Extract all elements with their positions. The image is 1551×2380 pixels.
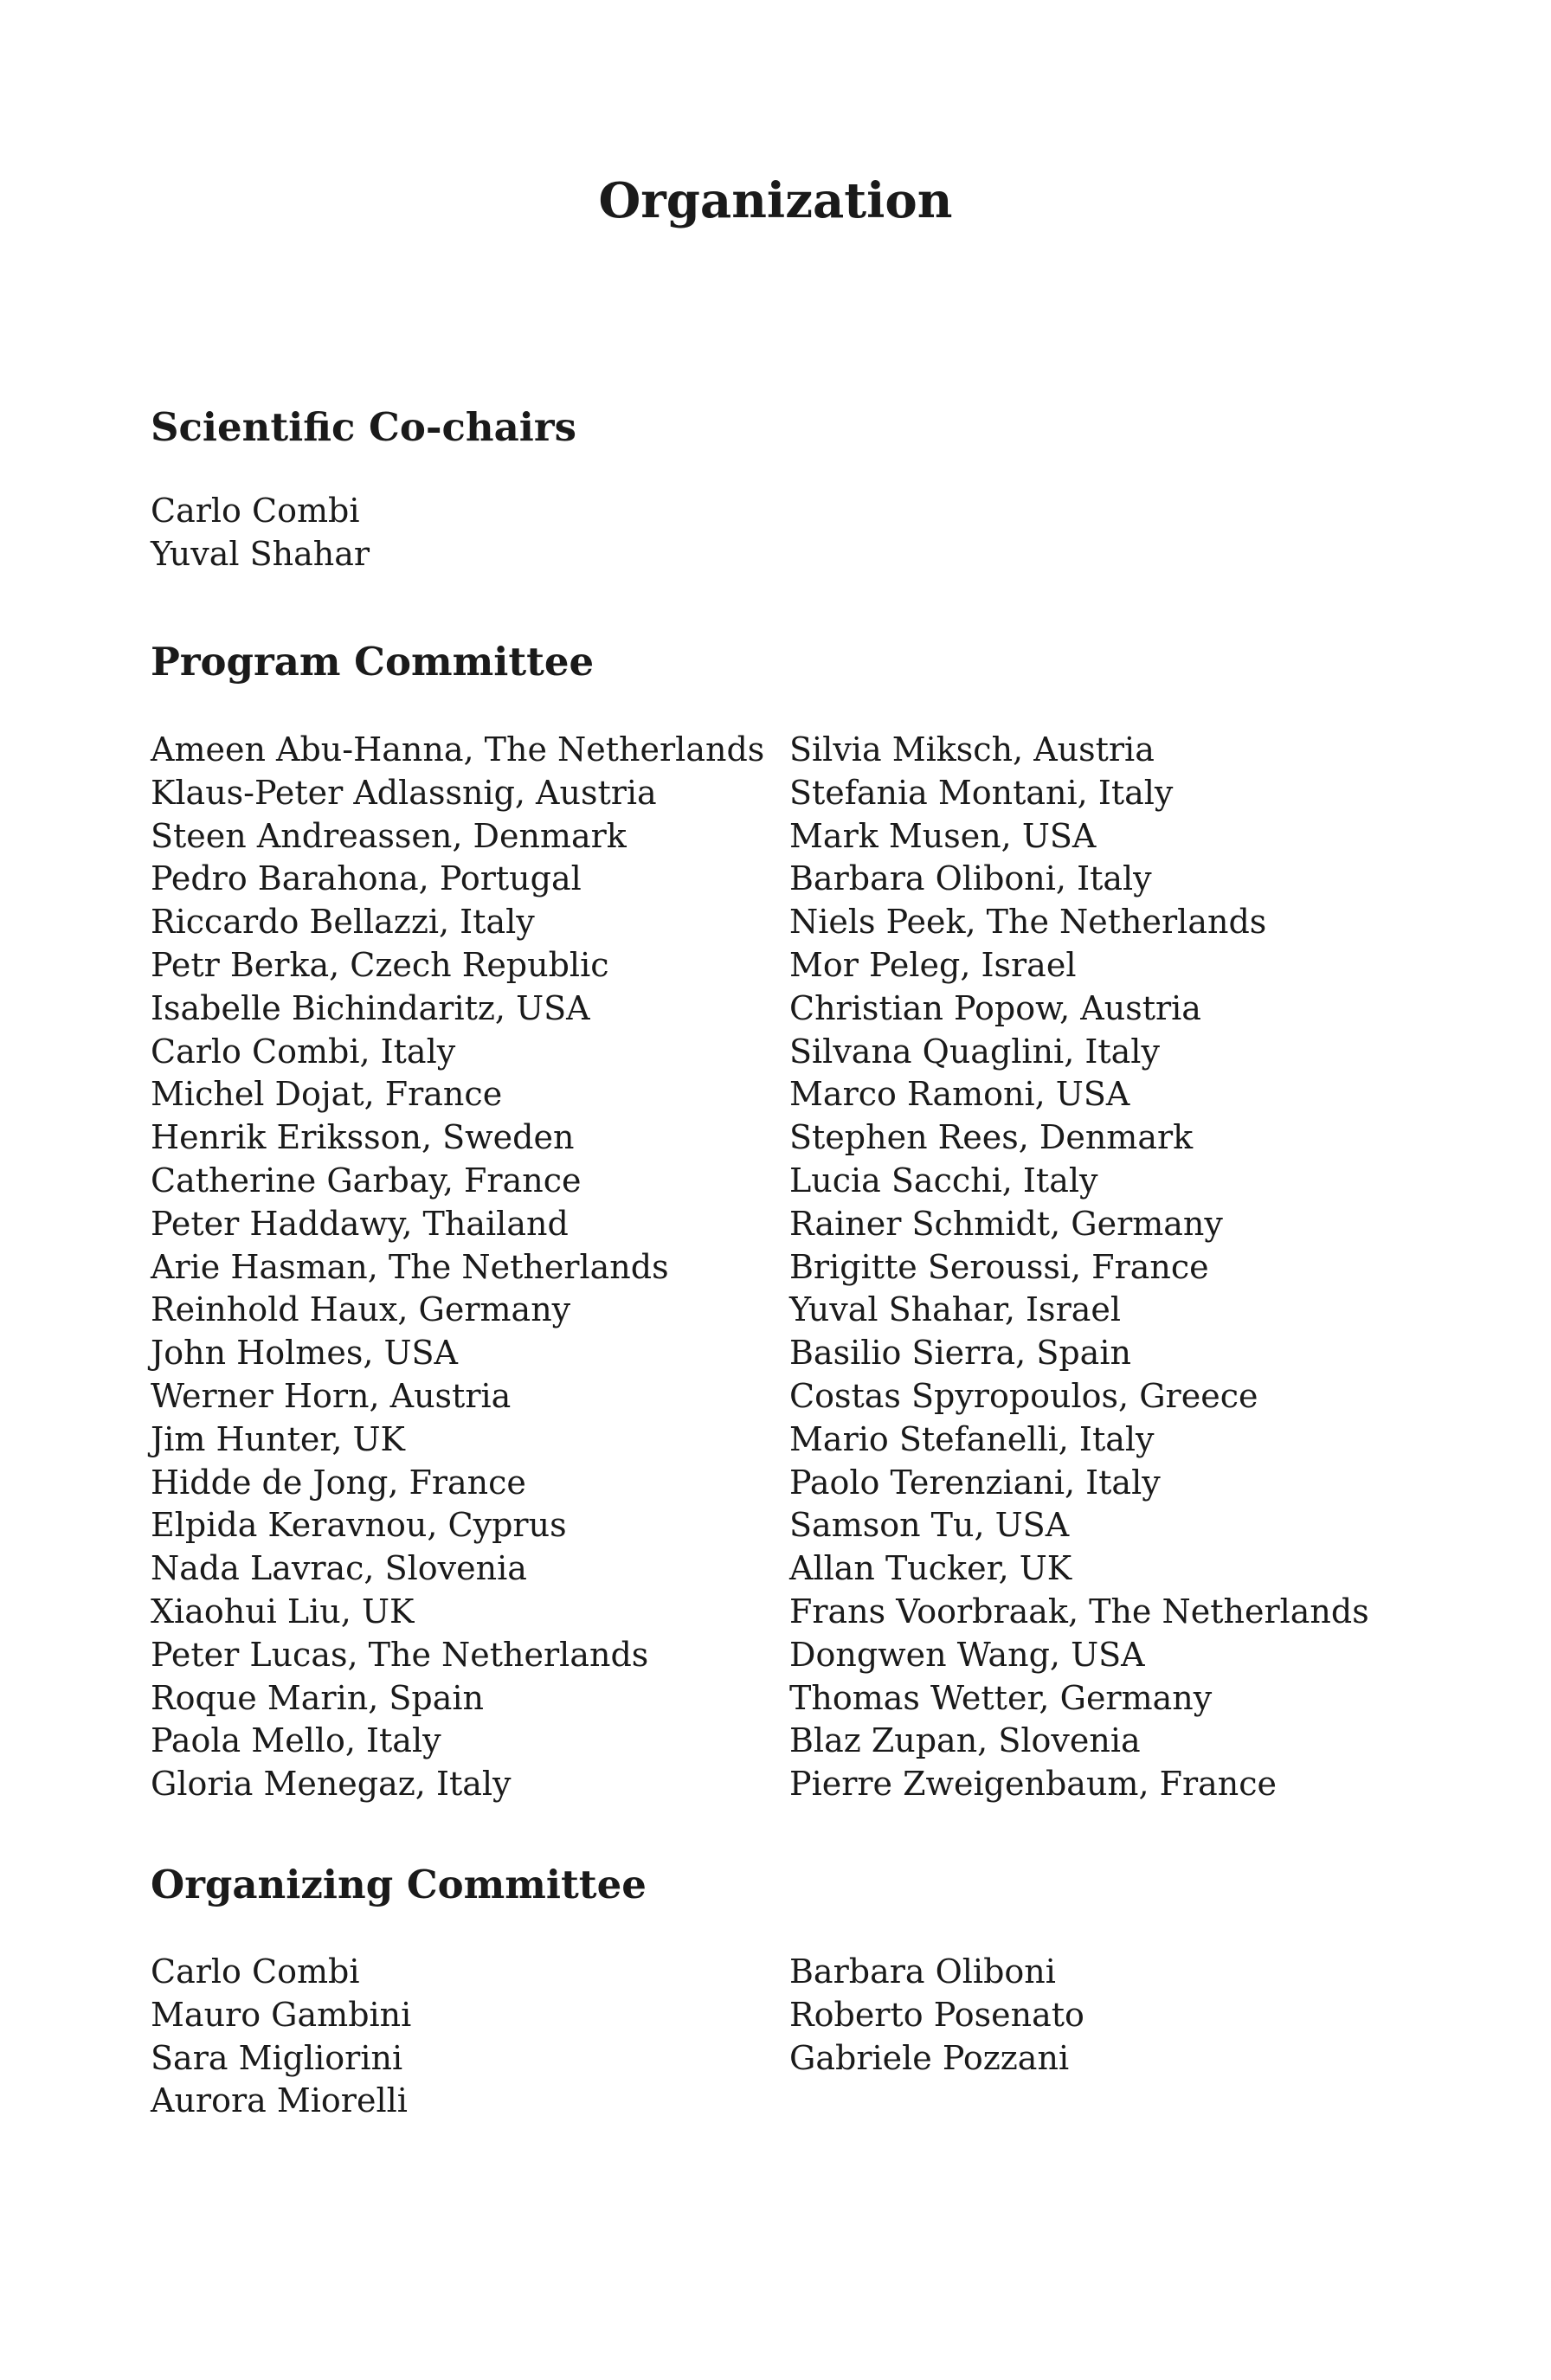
member-name: Allan Tucker, UK: [789, 1549, 1072, 1588]
member-name: Isabelle Bichindaritz, USA: [151, 988, 590, 1027]
member-name: Mario Stefanelli, Italy: [789, 1419, 1155, 1458]
member-name: Roque Marin, Spain: [151, 1678, 485, 1717]
member-name: Thomas Wetter, Germany: [789, 1678, 1213, 1717]
member-name: Peter Haddawy, Thailand: [151, 1204, 569, 1243]
organizing-committee-left-list: [151, 1951, 411, 2123]
member-name: Stephen Rees, Denmark: [789, 1118, 1194, 1157]
member-name: Marco Ramoni, USA: [789, 1075, 1130, 1114]
member-name: Roberto Posenato: [789, 1995, 1084, 2034]
member-name: Frans Voorbraak, The Netherlands: [789, 1592, 1369, 1631]
program-committee-left-list: [151, 729, 764, 1806]
organizing-committee-right-list: [789, 1951, 1084, 2080]
member-name: Gloria Menegaz, Italy: [151, 1765, 512, 1804]
member-name: Barbara Oliboni, Italy: [789, 859, 1152, 898]
member-name: Rainer Schmidt, Germany: [789, 1204, 1223, 1243]
member-name: Niels Peek, The Netherlands: [789, 903, 1267, 942]
member-name: Yuval Shahar: [151, 534, 370, 573]
program-committee-right-list: [789, 729, 1369, 1806]
member-name: Paola Mello, Italy: [151, 1721, 441, 1760]
member-name: Petr Berka, Czech Republic: [151, 945, 609, 984]
member-name: Michel Dojat, France: [151, 1075, 503, 1114]
member-name: Carlo Combi: [151, 1952, 360, 1991]
member-name: Elpida Keravnou, Cyprus: [151, 1506, 567, 1545]
member-name: Nada Lavrac, Slovenia: [151, 1549, 527, 1588]
member-name: Carlo Combi, Italy: [151, 1032, 456, 1071]
member-name: Xiaohui Liu, UK: [151, 1592, 415, 1631]
scientific-cochairs-heading: Scientific Co-chairs: [151, 404, 576, 450]
member-name: Paolo Terenziani, Italy: [789, 1463, 1161, 1502]
member-name: Steen Andreassen, Denmark: [151, 816, 627, 855]
member-name: Yuval Shahar, Israel: [789, 1290, 1122, 1329]
member-name: Hidde de Jong, France: [151, 1463, 526, 1502]
member-name: Henrik Eriksson, Sweden: [151, 1118, 575, 1157]
member-name: Lucia Sacchi, Italy: [789, 1161, 1098, 1200]
member-name: Ameen Abu-Hanna, The Netherlands: [151, 730, 765, 769]
member-name: Reinhold Haux, Germany: [151, 1290, 571, 1329]
program-committee-heading: Program Committee: [151, 639, 595, 685]
member-name: Catherine Garbay, France: [151, 1161, 582, 1200]
member-name: Dongwen Wang, USA: [789, 1635, 1145, 1674]
member-name: Silvia Miksch, Austria: [789, 730, 1155, 769]
member-name: Riccardo Bellazzi, Italy: [151, 903, 535, 942]
member-name: Sara Migliorini: [151, 2038, 403, 2077]
member-name: Samson Tu, USA: [789, 1506, 1070, 1545]
member-name: Pedro Barahona, Portugal: [151, 859, 582, 898]
scientific-cochairs-list: [151, 490, 370, 576]
member-name: Gabriele Pozzani: [789, 2038, 1070, 2077]
member-name: Jim Hunter, UK: [151, 1419, 405, 1458]
member-name: Mauro Gambini: [151, 1995, 412, 2034]
member-name: Blaz Zupan, Slovenia: [789, 1721, 1141, 1760]
member-name: Barbara Oliboni: [789, 1952, 1056, 1991]
member-name: Pierre Zweigenbaum, France: [789, 1765, 1277, 1804]
member-name: Stefania Montani, Italy: [789, 773, 1174, 812]
member-name: Mor Peleg, Israel: [789, 945, 1077, 984]
member-name: Basilio Sierra, Spain: [789, 1334, 1131, 1373]
member-name: Costas Spyropoulos, Greece: [789, 1376, 1258, 1415]
member-name: John Holmes, USA: [151, 1334, 458, 1373]
member-name: Aurora Miorelli: [151, 2081, 408, 2120]
organizing-committee-heading: Organizing Committee: [151, 1862, 647, 1907]
page-title: Organization: [598, 172, 953, 229]
member-name: Carlo Combi: [151, 492, 360, 530]
member-name: Klaus-Peter Adlassnig, Austria: [151, 773, 657, 812]
member-name: Werner Horn, Austria: [151, 1376, 512, 1415]
member-name: Mark Musen, USA: [789, 816, 1097, 855]
member-name: Silvana Quaglini, Italy: [789, 1032, 1160, 1071]
member-name: Arie Hasman, The Netherlands: [151, 1247, 669, 1286]
member-name: Brigitte Seroussi, France: [789, 1247, 1209, 1286]
member-name: Christian Popow, Austria: [789, 988, 1201, 1027]
member-name: Peter Lucas, The Netherlands: [151, 1635, 649, 1674]
